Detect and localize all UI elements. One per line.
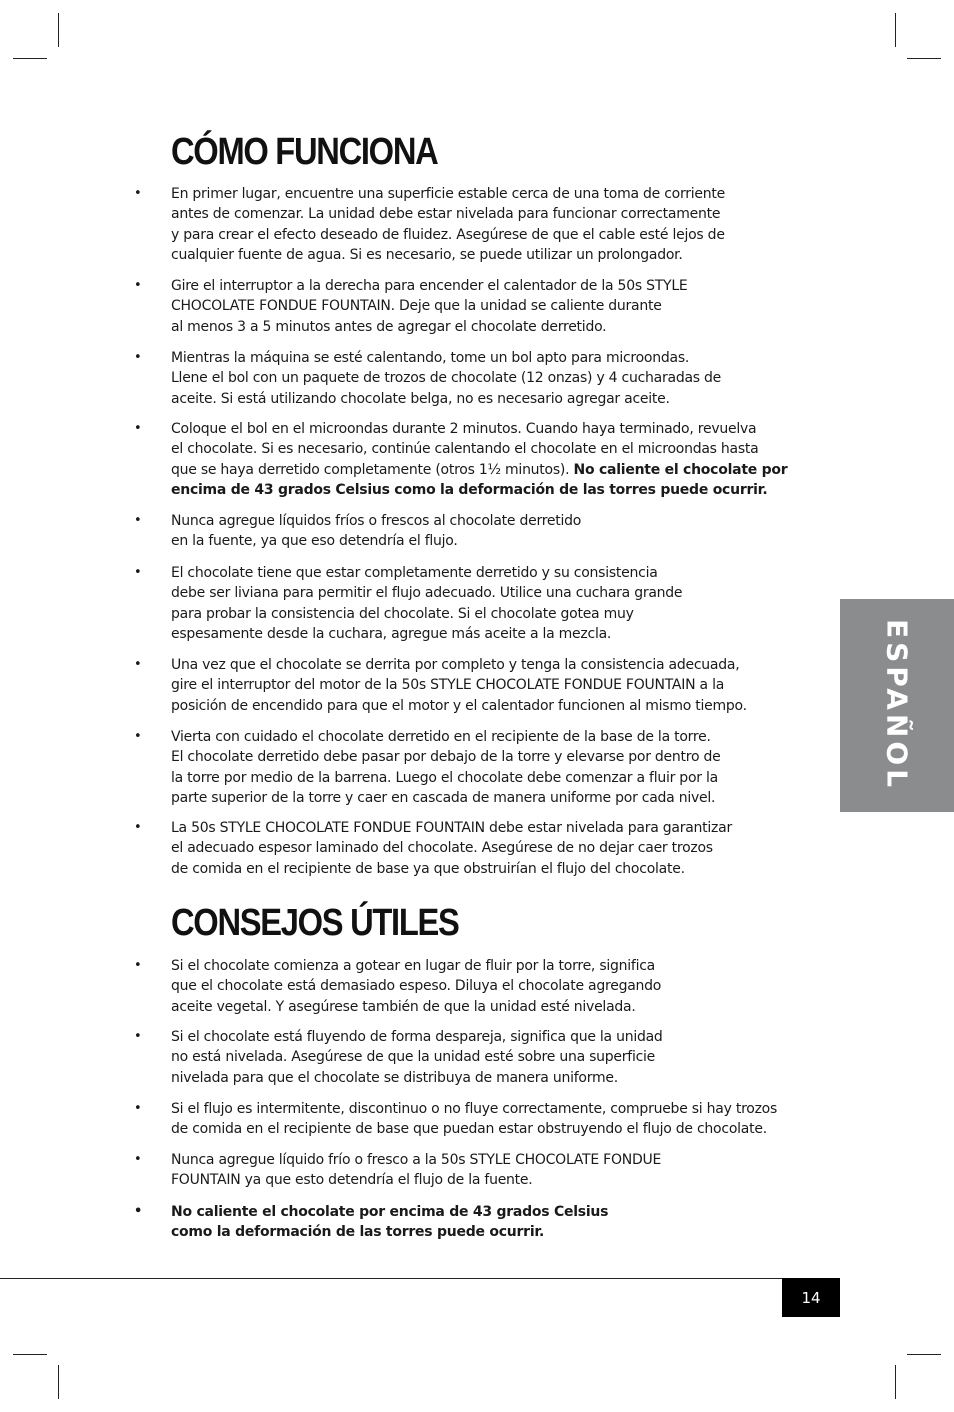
list-item-line: al menos 3 a 5 minutos antes de agregar el chocolate derretido. <box>171 318 607 335</box>
section-title-consejos-utiles: CONSEJOS ÚTILES <box>171 902 459 944</box>
crop-mark <box>907 58 941 59</box>
list-item <box>171 184 811 266</box>
bullet-marker: • <box>134 657 142 672</box>
bullet-marker: • <box>134 278 142 293</box>
list-item-line: Si el chocolate está fluyendo de forma despareja, significa que la unidad <box>171 1029 663 1045</box>
list-item-line: que se haya derretido completamente (otros 1½ minutos). <box>171 461 574 478</box>
list-item-line: El chocolate derretido debe pasar por debajo de la torre y elevarse por dentro de <box>171 749 721 766</box>
page-number: 14 <box>782 1278 840 1317</box>
bullet-marker: • <box>134 1152 142 1167</box>
bullet-marker: • <box>134 958 142 973</box>
crop-mark <box>13 58 47 59</box>
bullet-marker: • <box>134 421 142 436</box>
list-item-line: aceite vegetal. Y asegúrese también de que la unidad esté nivelada. <box>171 998 636 1015</box>
list-item <box>171 348 811 409</box>
list-item-line: Mientras la máquina se esté calentando, tome un bol apto para microondas. <box>171 350 690 366</box>
list-item-line: Si el flujo es intermitente, discontinuo o no fluye correctamente, compruebe si hay trozos <box>171 1101 778 1117</box>
list-item-line: espesamente desde la cuchara, agregue más aceite a la mezcla. <box>171 626 612 643</box>
list-item-line: cualquier fuente de agua. Si es necesario, se puede utilizar un prolongador. <box>171 247 683 264</box>
crop-mark <box>895 13 896 47</box>
language-side-tab <box>840 599 954 812</box>
list-item-bold-line: No caliente el chocolate por encima de 43 grados Celsius <box>171 1204 609 1220</box>
list-item-line: no está nivelada. Asegúrese de que la unidad esté sobre una superficie <box>171 1049 656 1066</box>
list-item-line: nivelada para que el chocolate se distribuya de manera uniforme. <box>171 1069 618 1086</box>
list-item-line: aceite. Si está utilizando chocolate belga, no es necesario agregar aceite. <box>171 390 670 407</box>
list-item-line: En primer lugar, encuentre una superficie estable cerca de una toma de corriente <box>171 186 725 202</box>
list-item-line: de comida en el recipiente de base ya que obstruirían el flujo del chocolate. <box>171 860 685 877</box>
list-item-line: Si el chocolate comienza a gotear en lugar de fluir por la torre, significa <box>171 958 656 974</box>
list-item-line: la torre por medio de la barrena. Luego el chocolate debe comenzar a fluir por la <box>171 769 718 786</box>
list-item-line: Coloque el bol en el microondas durante 2 minutos. Cuando haya terminado, revuelva <box>171 421 757 437</box>
list-item <box>171 956 811 1017</box>
bullet-marker: • <box>134 565 142 580</box>
language-tab-label: ESPAÑOL <box>880 619 914 791</box>
crop-mark <box>58 1365 59 1399</box>
list-item-line: Nunca agregue líquidos fríos o frescos al chocolate derretido <box>171 513 582 529</box>
list-item <box>171 1099 811 1140</box>
list-item <box>171 1202 811 1243</box>
crop-mark <box>13 1354 47 1355</box>
list-item-bold-line: encima de 43 grados Celsius como la deformación de las torres puede ocurrir. <box>171 482 768 499</box>
list-item-line: Gire el interruptor a la derecha para encender el calentador de la 50s STYLE <box>171 278 688 294</box>
bullet-marker: • <box>134 820 142 835</box>
list-item-line: antes de comenzar. La unidad debe estar nivelada para funcionar correctamente <box>171 206 721 223</box>
list-item-line: parte superior de la torre y caer en cascada de manera uniforme por cada nivel. <box>171 790 716 807</box>
bullet-marker: • <box>134 729 142 744</box>
list-item-line: Vierta con cuidado el chocolate derretido en el recipiente de la base de la torre. <box>171 729 711 745</box>
list-item-line: posición de encendido para que el motor y el calentador funcionen al mismo tiempo. <box>171 697 747 714</box>
list-item-line: gire el interruptor del motor de la 50s STYLE CHOCOLATE FONDUE FOUNTAIN a la <box>171 677 725 694</box>
list-item <box>171 419 811 501</box>
list-item-line: CHOCOLATE FONDUE FOUNTAIN. Deje que la unidad se caliente durante <box>171 298 662 315</box>
list-item-line: en la fuente, ya que eso detendría el flujo. <box>171 533 458 550</box>
list-item <box>171 655 811 716</box>
bullet-marker: • <box>134 1101 142 1116</box>
list-item-line: Llene el bol con un paquete de trozos de chocolate (12 onzas) y 4 cucharadas de <box>171 370 722 387</box>
list-item-line: y para crear el efecto deseado de fluidez. Asegúrese de que el cable esté lejos de <box>171 226 725 243</box>
bullet-marker: • <box>134 1029 142 1044</box>
list-item-line: La 50s STYLE CHOCOLATE FONDUE FOUNTAIN debe estar nivelada para garantizar <box>171 820 732 836</box>
list-item-line: de comida en el recipiente de base que puedan estar obstruyendo el flujo de chocolate. <box>171 1121 767 1138</box>
list-item-line: FOUNTAIN ya que esto detendría el flujo de la fuente. <box>171 1172 533 1189</box>
list-item <box>171 727 811 809</box>
crop-mark <box>895 1365 896 1399</box>
list-item-line: que el chocolate está demasiado espeso. Diluya el chocolate agregando <box>171 978 662 995</box>
list-item-line: para probar la consistencia del chocolate. Si el chocolate gotea muy <box>171 605 634 622</box>
list-item <box>171 276 811 337</box>
list-item-line: Una vez que el chocolate se derrita por completo y tenga la consistencia adecuada, <box>171 657 740 673</box>
section-title-como-funciona: CÓMO FUNCIONA <box>171 131 438 173</box>
list-item-line: debe ser liviana para permitir el flujo adecuado. Utilice una cuchara grande <box>171 585 683 602</box>
list-item <box>171 1150 811 1191</box>
crop-mark <box>907 1354 941 1355</box>
list-item-line: Nunca agregue líquido frío o fresco a la 50s STYLE CHOCOLATE FONDUE <box>171 1152 662 1168</box>
list-item-line: El chocolate tiene que estar completamente derretido y su consistencia <box>171 565 658 581</box>
list-item <box>171 511 811 552</box>
bullet-marker: • <box>134 513 142 528</box>
crop-mark <box>58 13 59 47</box>
bullet-marker: • <box>134 1204 143 1219</box>
list-item <box>171 818 811 879</box>
list-item-bold-line: como la deformación de las torres puede ocurrir. <box>171 1224 545 1241</box>
list-item <box>171 1027 811 1088</box>
list-item <box>171 563 811 645</box>
list-item-bold-line: No caliente el chocolate por <box>573 461 788 478</box>
bullet-marker: • <box>134 186 142 201</box>
bullet-marker: • <box>134 350 142 365</box>
list-item-line: el chocolate. Si es necesario, continúe calentando el chocolate en el microondas hasta <box>171 441 759 458</box>
footer-rule <box>0 1278 840 1279</box>
list-item-line: el adecuado espesor laminado del chocolate. Asegúrese de no dejar caer trozos <box>171 840 713 857</box>
